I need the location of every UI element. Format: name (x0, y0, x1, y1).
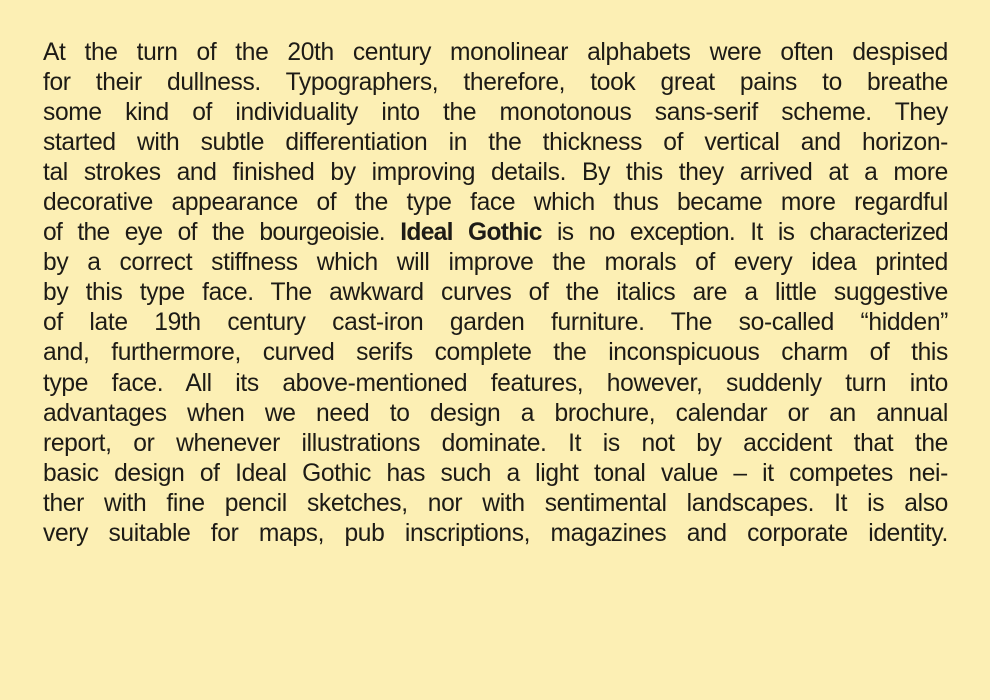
text-run: is no exception. It is characterized (541, 219, 948, 247)
text-line: At the turn of the 20th century monolinear alphabets were often despised (43, 39, 948, 66)
text-line (43, 218, 948, 248)
text-line: tal strokes and finished by improving details. By this they arrived at a more (43, 159, 948, 187)
text-line: started with subtle differentiation in the thickness of vertical and horizon- (43, 129, 948, 157)
body-paragraph (43, 38, 948, 549)
text-line: advantages when we need to design a brochure, calendar or an annual (43, 399, 948, 427)
text-line: by this type face. The awkward curves of the italics are a little suggestive (43, 279, 948, 307)
text-line: very suitable for maps, pub inscriptions, magazines and corporate identity. (43, 519, 948, 547)
text-run: of the eye of the bourgeoisie. (43, 219, 401, 247)
text-line: decorative appearance of the type face which thus became more regardful (43, 189, 948, 217)
text-line: by a correct stiffness which will improve the morals of every idea printed (43, 249, 948, 277)
text-line: report, or whenever illustrations dominate. It is not by accident that the (43, 429, 948, 457)
text-line: and, furthermore, curved serifs complete the inconspicuous charm of this (43, 339, 948, 367)
text-line: type face. All its above-mentioned features, however, suddenly turn into (43, 369, 948, 397)
text-line: some kind of individuality into the monotonous sans-serif scheme. They (43, 99, 948, 127)
text-line: of late 19th century cast-iron garden furniture. The so-called “hidden” (43, 309, 948, 337)
text-line: basic design of Ideal Gothic has such a light tonal value – it competes nei- (43, 459, 948, 487)
text-line: for their dullness. Typographers, therefore, took great pains to breathe (43, 69, 948, 97)
text-line: ther with fine pencil sketches, nor with sentimental landscapes. It is also (43, 489, 948, 517)
typeface-name-bold: Ideal Gothic (400, 219, 542, 247)
